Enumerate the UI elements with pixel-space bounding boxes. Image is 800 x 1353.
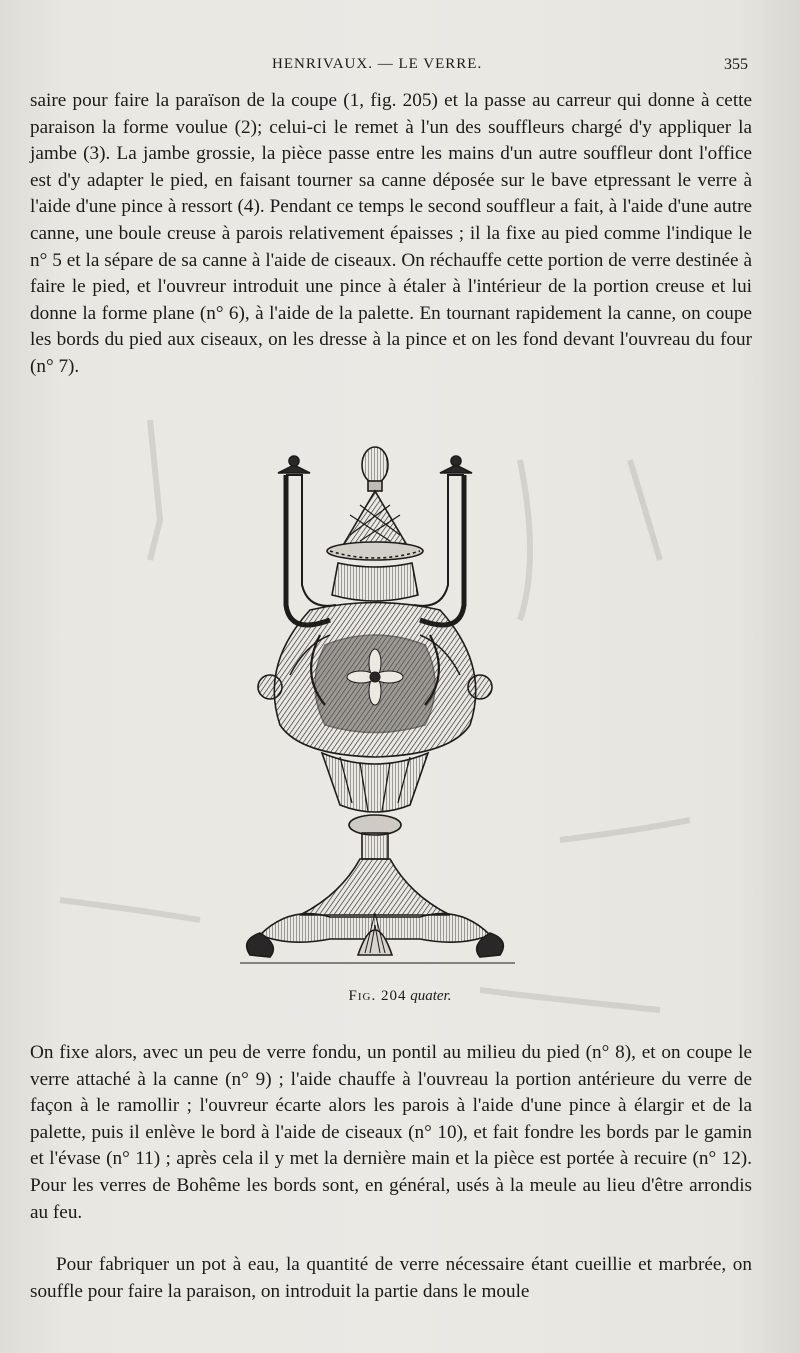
text-block-middle (30, 1040, 752, 1226)
page-number: 355 (724, 56, 748, 73)
figure-label: Fig. 204 (348, 988, 407, 1004)
text-block-bottom (30, 1252, 752, 1305)
paragraph-2: On fixe alors, avec un peu de verre fondu, un pontil au milieu du pied (n° 8), et on coupe le verre attaché à la canne (n° 9) ; l'aide chauffe à l'ouvreau la portion antérieure du verre de façon à le ramollir ; l'ouvreur écarte alors les parois à l'aide d'une pince à élargir et de la palette, puis il enlève le bord à l'aide de ciseaux (n° 10), et fait fondre les bords par le gamin et l'évase (n° 11) ; après cela il y met la dernière main et la pièce est portée à recuire (n° 12). Pour les verres de Bohême les bords sont, en général, usés à la meule au lieu d'être arrondis au feu. (30, 1042, 752, 1223)
vase-drawing (230, 435, 520, 975)
figure-sublabel: quater. (410, 988, 452, 1004)
text-block-top (30, 88, 752, 381)
running-head-title: HENRIVAUX. — LE VERRE. (272, 56, 483, 72)
paragraph-1: saire pour faire la paraïson de la coupe (1, fig. 205) et la passe au carreur qui donne à cette paraison la forme voulue (2); celui-ci le remet à l'un des souffleurs chargé d'y appliquer la jambe (3). La jambe grossie, la pièce passe entre les mains d'un autre souffleur dont l'office est d'y adapter le pied, en faisant tourner sa canne déposée sur le bave etpressant le verre à l'aide d'une pince à ressort (4). Pendant ce temps le second souffleur a fait, à l'aide d'une autre canne, une boule creuse à parois relativement épaisses ; il la fixe au pied comme l'indique le n° 5 et la sépare de sa canne à l'aide de ciseaux. On réchauffe cette portion de verre destinée à faire le pied, et l'ouvreur introduit une pince à étaler à l'intérieur de la portion creuse et lui donne la forme plane (n° 6), à l'aide de la palette. En tournant rapidement la canne, on coupe les bords du pied aux ciseaux, on les dresse à la pince et on les fond devant l'ouvreau du four (n° 7). (30, 90, 752, 377)
ornate-vase-illustration (230, 435, 520, 975)
figure-caption (0, 988, 800, 1005)
running-head (0, 56, 800, 78)
paragraph-3: Pour fabriquer un pot à eau, la quantité de verre nécessaire étant cueillie et marbrée, on souffle pour faire la paraison, on introduit la partie dans le moule (30, 1254, 752, 1302)
